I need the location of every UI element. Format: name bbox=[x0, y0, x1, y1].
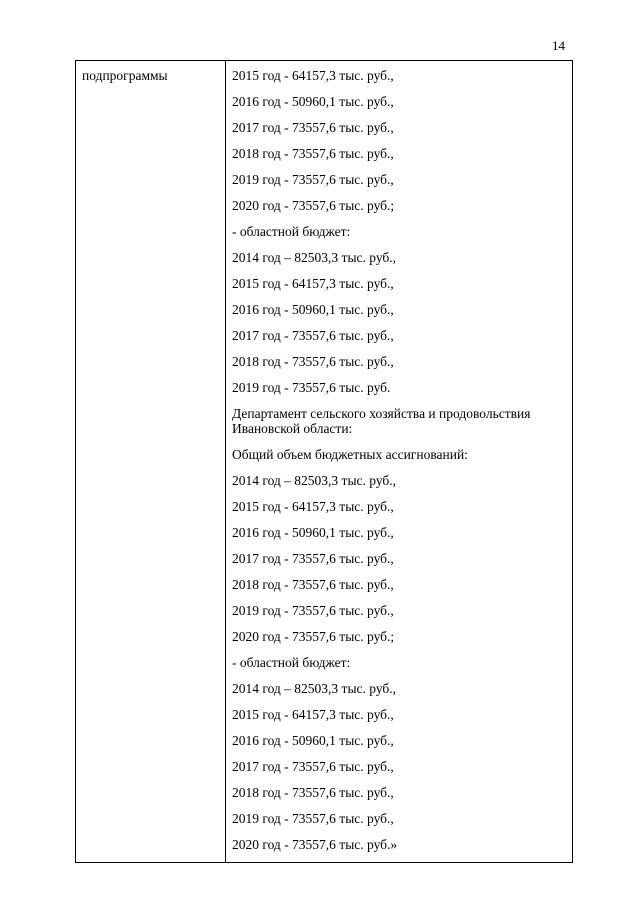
budget-line: 2017 год - 73557,6 тыс. руб., bbox=[232, 551, 394, 566]
budget-line: 2020 год - 73557,6 тыс. руб.» bbox=[232, 837, 398, 852]
budget-line: 2016 год - 50960,1 тыс. руб., bbox=[232, 302, 394, 317]
budget-heading: Общий объем бюджетных ассигнований: bbox=[232, 447, 468, 462]
budget-line: 2017 год - 73557,6 тыс. руб., bbox=[232, 759, 394, 774]
budget-line: 2014 год – 82503,3 тыс. руб., bbox=[232, 250, 397, 265]
budget-line: 2018 год - 73557,6 тыс. руб., bbox=[232, 354, 394, 369]
budget-line: 2019 год - 73557,6 тыс. руб. bbox=[232, 380, 391, 395]
budget-line: 2015 год - 64157,3 тыс. руб., bbox=[232, 276, 394, 291]
department-heading: Департамент сельского хозяйства и продовольствия Ивановской области: bbox=[232, 406, 531, 436]
budget-line: 2020 год - 73557,6 тыс. руб.; bbox=[232, 629, 395, 644]
budget-line: 2014 год – 82503,3 тыс. руб., bbox=[232, 681, 397, 696]
budget-line: 2020 год - 73557,6 тыс. руб.; bbox=[232, 198, 395, 213]
page-number: 14 bbox=[552, 38, 565, 53]
budget-line: 2018 год - 73557,6 тыс. руб., bbox=[232, 785, 394, 800]
budget-line: 2019 год - 73557,6 тыс. руб., bbox=[232, 811, 394, 826]
budget-line: 2015 год - 64157,3 тыс. руб., bbox=[232, 707, 394, 722]
budget-line: 2014 год – 82503,3 тыс. руб., bbox=[232, 473, 397, 488]
budget-line: 2016 год - 50960,1 тыс. руб., bbox=[232, 525, 394, 540]
budget-line: 2015 год - 64157,3 тыс. руб., bbox=[232, 68, 394, 83]
budget-table bbox=[75, 60, 573, 863]
table-value-cell bbox=[226, 61, 572, 862]
budget-line: 2019 год - 73557,6 тыс. руб., bbox=[232, 172, 394, 187]
budget-line: 2017 год - 73557,6 тыс. руб., bbox=[232, 120, 394, 135]
budget-line: 2016 год - 50960,1 тыс. руб., bbox=[232, 733, 394, 748]
budget-line: 2018 год - 73557,6 тыс. руб., bbox=[232, 146, 394, 161]
table-label-cell: подпрограммы bbox=[76, 61, 226, 862]
budget-line: - областной бюджет: bbox=[232, 224, 351, 239]
budget-line: - областной бюджет: bbox=[232, 655, 351, 670]
budget-line: 2018 год - 73557,6 тыс. руб., bbox=[232, 577, 394, 592]
budget-line: 2019 год - 73557,6 тыс. руб., bbox=[232, 603, 394, 618]
budget-line: 2016 год - 50960,1 тыс. руб., bbox=[232, 94, 394, 109]
budget-line: 2015 год - 64157,3 тыс. руб., bbox=[232, 499, 394, 514]
budget-line: 2017 год - 73557,6 тыс. руб., bbox=[232, 328, 394, 343]
